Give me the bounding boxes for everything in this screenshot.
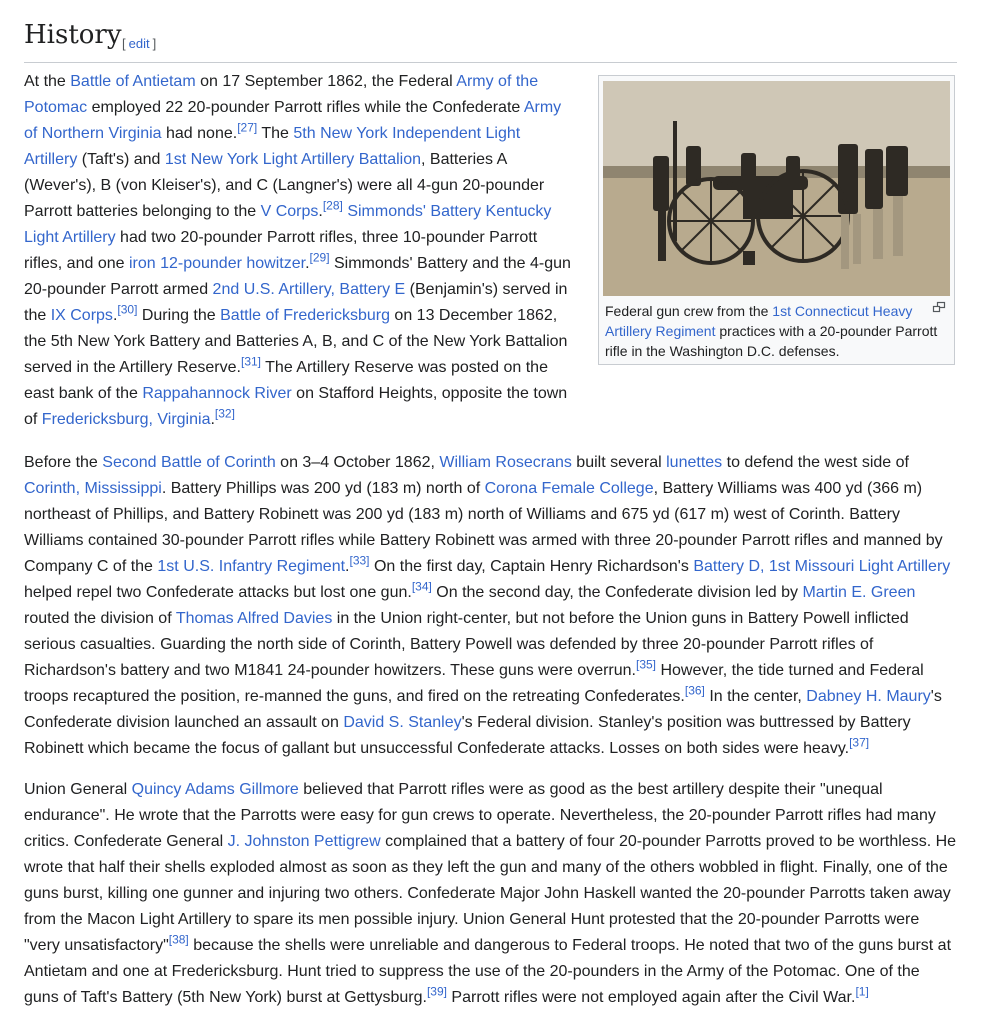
text-run: On the first day, Captain Henry Richardson's <box>369 558 694 575</box>
text-run: . <box>305 255 310 272</box>
wiki-link[interactable]: David S. Stanley <box>343 714 462 731</box>
wiki-link[interactable]: IX Corps <box>50 307 113 324</box>
reference-sup <box>241 355 261 369</box>
reference-sup <box>215 407 235 421</box>
wiki-link[interactable]: Dabney H. Maury <box>806 688 931 705</box>
reference-sup <box>237 121 257 135</box>
text-run: 's Confederate division launched an assault on <box>24 688 942 731</box>
text-run: Parrott rifles were not employed again after the Civil War. <box>446 989 856 1006</box>
text-run: on 17 September 1862, the Federal <box>195 73 457 90</box>
text-run: . <box>345 558 350 575</box>
reference-link[interactable]: [37] <box>849 735 870 750</box>
figure-caption: Federal gun crew from the 1st Connecticut Heavy Artillery Regiment practices with a 20-pounder Parrott rifle in the Washington D.C. defenses. <box>605 303 938 359</box>
caption-link[interactable]: 1st Connecticut Heavy Artillery Regiment <box>605 303 913 339</box>
reference-link[interactable]: [29] <box>309 250 330 265</box>
wiki-link[interactable]: Rappahannock River <box>142 385 292 402</box>
text-run: Before the <box>24 454 103 471</box>
edit-link[interactable]: edit <box>128 36 150 51</box>
reference-link[interactable]: [32] <box>214 406 235 421</box>
text-run: . <box>210 411 215 428</box>
wiki-link[interactable]: V Corps <box>260 203 319 220</box>
reference-sup <box>117 303 137 317</box>
text-run: on Stafford Heights, opposite the town of <box>24 385 568 428</box>
text-run: (Benjamin's) served in the <box>24 281 568 324</box>
reference-link[interactable]: [30] <box>117 302 138 317</box>
wiki-link[interactable]: Fredericksburg, Virginia <box>41 411 211 428</box>
reference-link[interactable]: [1] <box>855 984 869 999</box>
reference-sup <box>849 736 869 750</box>
reference-sup <box>855 985 868 999</box>
reference-link[interactable]: [35] <box>635 657 656 672</box>
figure-thumbnail <box>598 75 955 365</box>
text-run: In the center, <box>704 688 807 705</box>
text-run: on 13 December 1862, the 5th New York Battery and Batteries A, B, and C of the New York Battalion served in the Artillery Reserve. <box>24 307 568 376</box>
text-run: to defend the west side of <box>722 454 909 471</box>
paragraph-1 <box>24 69 576 433</box>
wiki-link[interactable]: Battle of Fredericksburg <box>220 307 390 324</box>
edit-section: [ edit ] <box>122 36 157 51</box>
text-run: helped repel two Confederate attacks but lost one gun. <box>24 584 412 601</box>
reference-sup <box>310 251 330 265</box>
wiki-link[interactable]: Corinth, Mississippi <box>24 480 162 497</box>
article-content <box>24 0 957 1006</box>
paragraph-2 <box>24 450 957 762</box>
figure-image[interactable] <box>603 81 950 296</box>
paragraph-3 <box>24 777 957 1011</box>
text-run: complained that a battery of four 20-pounder Parrotts proved to be worthless. He wrote that half their shells exploded almost as soon as they left the gun and many of the others wobbled in flight. Finally, one of the guns burst, killing one gunner and injuring two others. Confederate Major John Haskell wanted the 20-pounder Parrotts taken away from the Macon Light Artillery to spare its men possible injury. Union General Hunt protested that the 20-pounder Parrotts were "very unsatisfactory" <box>24 833 957 954</box>
wiki-link[interactable]: Army of the Potomac <box>24 73 539 116</box>
reference-sup <box>636 658 656 672</box>
wiki-link[interactable]: 1st New York Light Artillery Battalion <box>164 151 422 168</box>
magnify-clip-icon[interactable] <box>932 301 946 313</box>
wiki-link[interactable]: Battle of Antietam <box>70 73 196 90</box>
wiki-link[interactable]: Simmonds' Battery Kentucky Light Artillery <box>24 203 552 246</box>
wiki-link[interactable]: 2nd U.S. Artillery, Battery E <box>212 281 406 298</box>
reference-sup <box>427 985 447 999</box>
text-run: routed the division of <box>24 610 176 627</box>
wiki-link[interactable]: 1st U.S. Infantry Regiment <box>157 558 346 575</box>
reference-link[interactable]: [39] <box>426 984 447 999</box>
wiki-link[interactable]: Thomas Alfred Davies <box>175 610 333 627</box>
reference-link[interactable]: [38] <box>168 932 189 947</box>
text-run: on 3–4 October 1862, <box>275 454 440 471</box>
text-run: The Artillery Reserve was posted on the east bank of the <box>24 359 548 402</box>
text-run: . <box>112 307 118 324</box>
reference-link[interactable]: [36] <box>684 683 705 698</box>
reference-sup <box>412 580 432 594</box>
wiki-link[interactable]: Quincy Adams Gillmore <box>131 781 299 798</box>
reference-link[interactable]: [31] <box>240 354 261 369</box>
gun-crew-photo-icon <box>603 81 950 296</box>
text-run: On the second day, the Confederate division led by <box>431 584 803 601</box>
text-run: had two 20-pounder Parrott rifles, three 10-pounder Parrott rifles, and one <box>24 229 538 272</box>
wiki-link[interactable]: iron 12-pounder howitzer <box>128 255 306 272</box>
text-run: (Taft's) and <box>77 151 165 168</box>
text-run: Union General <box>24 781 132 798</box>
wiki-link[interactable]: 5th New York Independent Light Artillery <box>24 125 521 168</box>
wiki-link[interactable]: Martin E. Green <box>802 584 916 601</box>
wiki-link[interactable]: Corona Female College <box>484 480 654 497</box>
reference-link[interactable]: [27] <box>237 120 258 135</box>
section-title: History <box>24 20 122 50</box>
reference-sup <box>350 554 370 568</box>
reference-sup <box>169 933 189 947</box>
wiki-link[interactable]: Second Battle of Corinth <box>102 454 276 471</box>
text-run: The <box>257 125 294 142</box>
text-run: . Battery Phillips was 200 yd (183 m) north of <box>161 480 485 497</box>
reference-link[interactable]: [28] <box>322 198 343 213</box>
wiki-link[interactable]: Army of Northern Virginia <box>24 99 562 142</box>
reference-link[interactable]: [34] <box>411 579 432 594</box>
text-run: because the shells were unreliable and dangerous to Federal troops. He noted that two of the guns burst at Antietam and one at Fredericksburg. Hunt tried to suppress the use of the 20-pounders in the Army of the Potomac. One of the guns of Taft's Battery (5th New York) burst at Gettysburg. <box>24 937 952 1006</box>
wiki-link[interactable]: William Rosecrans <box>439 454 572 471</box>
wiki-link[interactable]: Battery D, 1st Missouri Light Artillery <box>693 558 951 575</box>
text-run: in the Union right-center, but not before the Union guns in Battery Powell inflicted serious casualties. Guarding the north side of Corinth, Battery Powell was defended by three 20-pounder Parrott rifles of Richardson's battery and two M1841 24-pounder howitzers. These guns were overrun. <box>24 610 909 679</box>
text-run: During the <box>137 307 221 324</box>
text-run: At the <box>24 73 71 90</box>
text-run: employed 22 20-pounder Parrott rifles while the Confederate <box>87 99 524 116</box>
text-run: However, the tide turned and Federal troops recaptured the position, re-manned the guns, and fired on the retreating Confederates. <box>24 662 924 705</box>
wiki-link[interactable]: lunettes <box>666 454 723 471</box>
text-run: . <box>318 203 323 220</box>
section-heading <box>24 0 957 63</box>
text-run: 's Federal division. Stanley's position was buttressed by Battery Robinett which became the focus of gallant but unsuccessful Confederate attacks. Losses on both sides were heavy. <box>24 714 911 757</box>
text-run: built several <box>571 454 667 471</box>
text-run: believed that Parrott rifles were as good as the best artillery despite their "unequal endurance". He wrote that the Parrotts were easy for gun crews to operate. Nevertheless, the 20-pounder Parrott rifles had many critics. Confederate General <box>24 781 936 850</box>
text-run: , Battery Williams was 400 yd (366 m) northeast of Phillips, and Battery Robinett was 200 yd (183 m) north of Williams and 675 yd (617 m) west of Corinth. Battery Williams contained 30-pounder Parrott rifles while Battery Robinett was armed with three 20-pounder Parrott rifles and manned by Company C of the <box>24 480 943 575</box>
text-run: had none. <box>161 125 238 142</box>
reference-sup <box>685 684 705 698</box>
text-run: , Batteries A (Wever's), B (von Kleiser's), and C (Langner's) were all 4-gun 20-pounder Parrott batteries belonging to the <box>24 151 545 220</box>
reference-sup <box>323 199 343 213</box>
reference-link[interactable]: [33] <box>349 553 370 568</box>
text-run: Simmonds' Battery and the 4-gun 20-pounder Parrott armed <box>24 255 571 298</box>
wiki-link[interactable]: J. Johnston Pettigrew <box>227 833 381 850</box>
